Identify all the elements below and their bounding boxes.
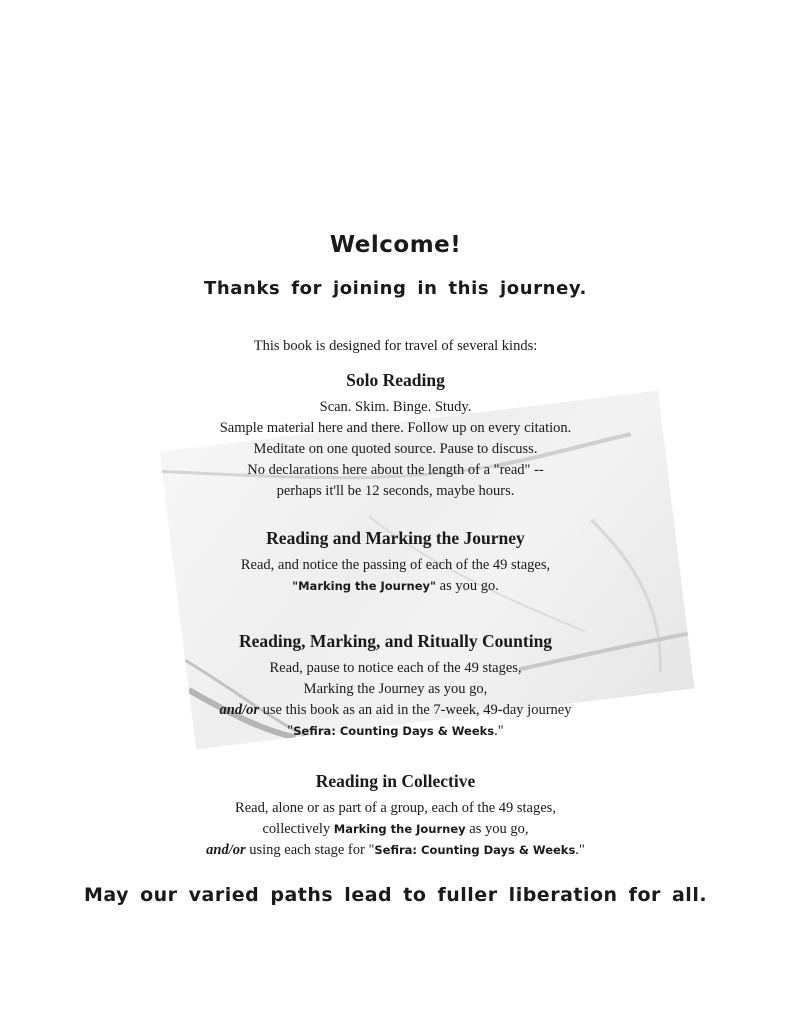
body-line: Marking the Journey as you go, bbox=[303, 681, 488, 697]
quote-mark: ." bbox=[494, 723, 504, 739]
section-ritually-counting bbox=[0, 631, 791, 742]
body-line bbox=[0, 840, 791, 861]
section-body bbox=[0, 798, 791, 861]
body-line: Read, and notice the passing of each of the 49 stages, bbox=[240, 557, 551, 573]
body-text: collectively bbox=[262, 821, 334, 837]
bold-phrase: "Marking the Journey" bbox=[292, 579, 437, 593]
section-reading-and-marking bbox=[0, 528, 791, 597]
body-line bbox=[0, 819, 791, 840]
body-line: Meditate on one quoted source. Pause to discuss. bbox=[253, 441, 538, 457]
bold-phrase: Marking the Journey bbox=[333, 822, 466, 836]
body-text: using each stage for " bbox=[245, 842, 375, 858]
body-line: Read, alone or as part of a group, each of the 49 stages, bbox=[235, 800, 556, 816]
thanks-subtitle: Thanks for joining in this journey. bbox=[204, 278, 587, 299]
section-heading: Reading in Collective bbox=[315, 771, 476, 791]
section-heading: Reading, Marking, and Ritually Counting bbox=[238, 631, 553, 651]
body-text: as you go. bbox=[436, 578, 499, 594]
emphasis-text: and/or bbox=[219, 702, 259, 718]
section-solo-reading bbox=[0, 370, 791, 502]
closing-line: May our varied paths lead to fuller liberation for all. bbox=[83, 884, 708, 906]
intro-text: This book is designed for travel of several kinds: bbox=[253, 338, 538, 354]
body-line bbox=[0, 576, 791, 597]
bold-phrase: Sefira: Counting Days & Weeks bbox=[293, 724, 495, 738]
body-line bbox=[0, 700, 791, 721]
body-text: as you go, bbox=[465, 821, 529, 837]
body-text: use this book as an aid in the 7-week, 49-day journey bbox=[259, 702, 572, 718]
body-line: No declarations here about the length of a "read" -- bbox=[247, 462, 544, 478]
section-body bbox=[0, 658, 791, 742]
section-body bbox=[0, 555, 791, 597]
body-line: Read, pause to notice each of the 49 stages, bbox=[269, 660, 522, 676]
section-reading-in-collective bbox=[0, 771, 791, 861]
body-line: Scan. Skim. Binge. Study. bbox=[319, 399, 472, 415]
section-body bbox=[0, 397, 791, 502]
welcome-title: Welcome! bbox=[329, 232, 462, 258]
bold-phrase: Sefira: Counting Days & Weeks bbox=[374, 843, 576, 857]
body-line bbox=[0, 721, 791, 742]
body-line: Sample material here and there. Follow up on every citation. bbox=[219, 420, 572, 436]
quote-mark: " bbox=[287, 723, 294, 739]
body-line: perhaps it'll be 12 seconds, maybe hours. bbox=[276, 483, 515, 499]
section-heading: Reading and Marking the Journey bbox=[266, 528, 525, 548]
emphasis-text: and/or bbox=[206, 842, 246, 858]
quote-mark: ." bbox=[575, 842, 585, 858]
section-heading: Solo Reading bbox=[346, 370, 445, 390]
